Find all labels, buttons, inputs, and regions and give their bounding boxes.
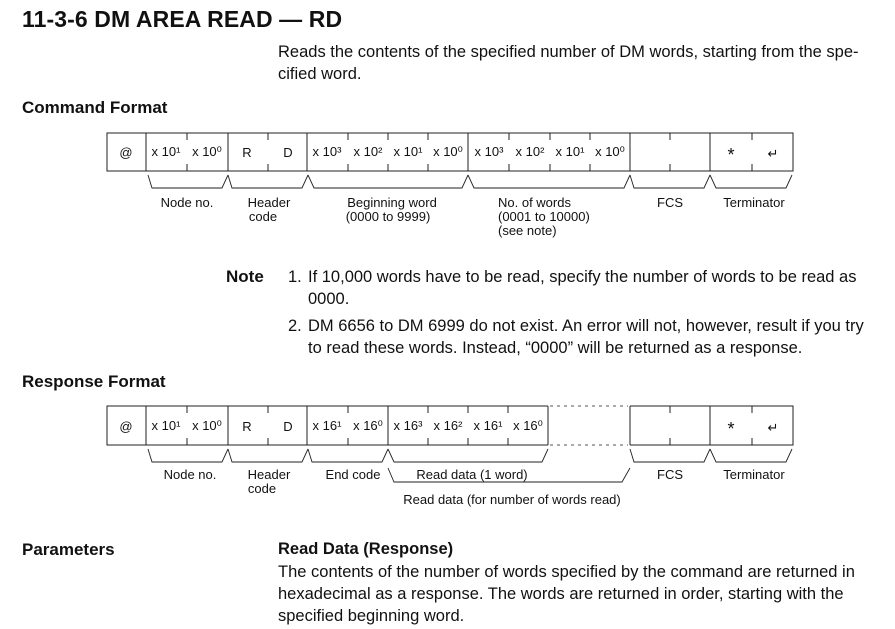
cmd-words-1000-cell: x 10³ bbox=[474, 144, 504, 159]
command-braces bbox=[148, 175, 792, 188]
response-format-diagram bbox=[0, 400, 895, 515]
cmd-header-label-1: Header bbox=[247, 195, 291, 210]
resp-read-4096-cell: x 16³ bbox=[393, 418, 423, 433]
read-data-description bbox=[278, 561, 890, 627]
cmd-header-d-cell: D bbox=[283, 145, 293, 160]
section-title: 11-3-6 DM AREA READ — RD bbox=[22, 6, 343, 32]
cmd-words-label-2: (0001 to 10000) bbox=[498, 209, 590, 224]
cmd-terminator-label: Terminator bbox=[723, 195, 785, 210]
note-item-1 bbox=[288, 266, 888, 310]
note-item-2-line-1: DM 6656 to DM 6999 do not exist. An error will not, however, result if you try bbox=[308, 317, 864, 335]
resp-read-all-label: Read data (for number of words read) bbox=[403, 492, 621, 507]
resp-read-one-label: Read data (1 word) bbox=[416, 467, 528, 482]
cmd-words-label-3: (see note) bbox=[498, 223, 557, 238]
read-data-line-2: hexadecimal as a response. The words are returned in order, starting with the bbox=[278, 585, 844, 603]
resp-end-1-cell: x 16⁰ bbox=[353, 418, 383, 433]
resp-terminator-label: Terminator bbox=[723, 467, 785, 482]
resp-node-label: Node no. bbox=[163, 467, 217, 482]
cmd-asterisk-icon: * bbox=[727, 145, 735, 165]
resp-asterisk-icon: * bbox=[727, 419, 735, 439]
cmd-header-r-cell: R bbox=[242, 145, 252, 160]
resp-read-1-cell: x 16⁰ bbox=[513, 418, 543, 433]
cmd-words-10-cell: x 10¹ bbox=[555, 144, 585, 159]
cmd-beginning-10-cell: x 10¹ bbox=[393, 144, 423, 159]
response-continuation-dashes bbox=[550, 406, 628, 445]
resp-header-label-1: Header bbox=[247, 467, 291, 482]
note-item-1-line-2: 0000. bbox=[308, 290, 350, 308]
note-item-1-line-1: If 10,000 words have to be read, specify the number of words to be read as bbox=[308, 268, 857, 286]
parameters-heading: Parameters bbox=[22, 540, 115, 559]
resp-node-10-cell: x 10¹ bbox=[151, 418, 181, 433]
cmd-beginning-100-cell: x 10² bbox=[353, 144, 383, 159]
cmd-words-100-cell: x 10² bbox=[515, 144, 545, 159]
cmd-beginning-1-cell: x 10⁰ bbox=[433, 144, 463, 159]
read-data-subheading: Read Data (Response) bbox=[278, 540, 454, 558]
cmd-fcs-label: FCS bbox=[657, 195, 683, 210]
cmd-at-cell: @ bbox=[119, 145, 133, 160]
intro-text bbox=[278, 41, 878, 85]
resp-read-16-cell: x 16¹ bbox=[473, 418, 503, 433]
resp-fcs-label: FCS bbox=[657, 467, 683, 482]
resp-header-r-cell: R bbox=[242, 419, 252, 434]
cmd-node-label: Node no. bbox=[160, 195, 214, 210]
note-item-2-number: 2. bbox=[288, 317, 302, 335]
resp-at-cell: @ bbox=[119, 419, 133, 434]
resp-end-16-cell: x 16¹ bbox=[312, 418, 342, 433]
response-format-heading: Response Format bbox=[22, 372, 166, 391]
command-format-heading: Command Format bbox=[22, 98, 168, 117]
cmd-words-1-cell: x 10⁰ bbox=[595, 144, 625, 159]
note-item-2-line-2: to read these words. Instead, “0000” will be returned as a response. bbox=[308, 339, 803, 357]
cmd-node-1-cell: x 10⁰ bbox=[192, 144, 222, 159]
resp-node-1-cell: x 10⁰ bbox=[192, 418, 222, 433]
read-data-line-1: The contents of the number of words specified by the command are returned in bbox=[278, 563, 855, 581]
command-format-diagram bbox=[0, 128, 895, 243]
cmd-beginning-label-1: Beginning word bbox=[347, 195, 437, 210]
resp-header-d-cell: D bbox=[283, 419, 293, 434]
intro-line-2: cified word. bbox=[278, 65, 362, 83]
note-item-2 bbox=[288, 315, 888, 359]
resp-read-256-cell: x 16² bbox=[433, 418, 463, 433]
note-label: Note bbox=[226, 267, 264, 286]
note-item-1-number: 1. bbox=[288, 268, 302, 286]
intro-line-1: Reads the contents of the specified number of DM words, starting from the spe- bbox=[278, 43, 859, 61]
cmd-carriage-return-icon: ↵ bbox=[767, 146, 779, 161]
cmd-header-label-2: code bbox=[248, 209, 278, 224]
cmd-beginning-1000-cell: x 10³ bbox=[312, 144, 342, 159]
resp-carriage-return-icon: ↵ bbox=[767, 420, 779, 435]
read-data-line-3: specified beginning word. bbox=[278, 607, 465, 625]
resp-header-label-2: code bbox=[247, 481, 277, 496]
resp-end-code-label: End code bbox=[325, 467, 381, 482]
cmd-beginning-label-2: (0000 to 9999) bbox=[345, 209, 431, 224]
cmd-words-label-1: No. of words bbox=[498, 195, 571, 210]
cmd-node-10-cell: x 10¹ bbox=[151, 144, 181, 159]
